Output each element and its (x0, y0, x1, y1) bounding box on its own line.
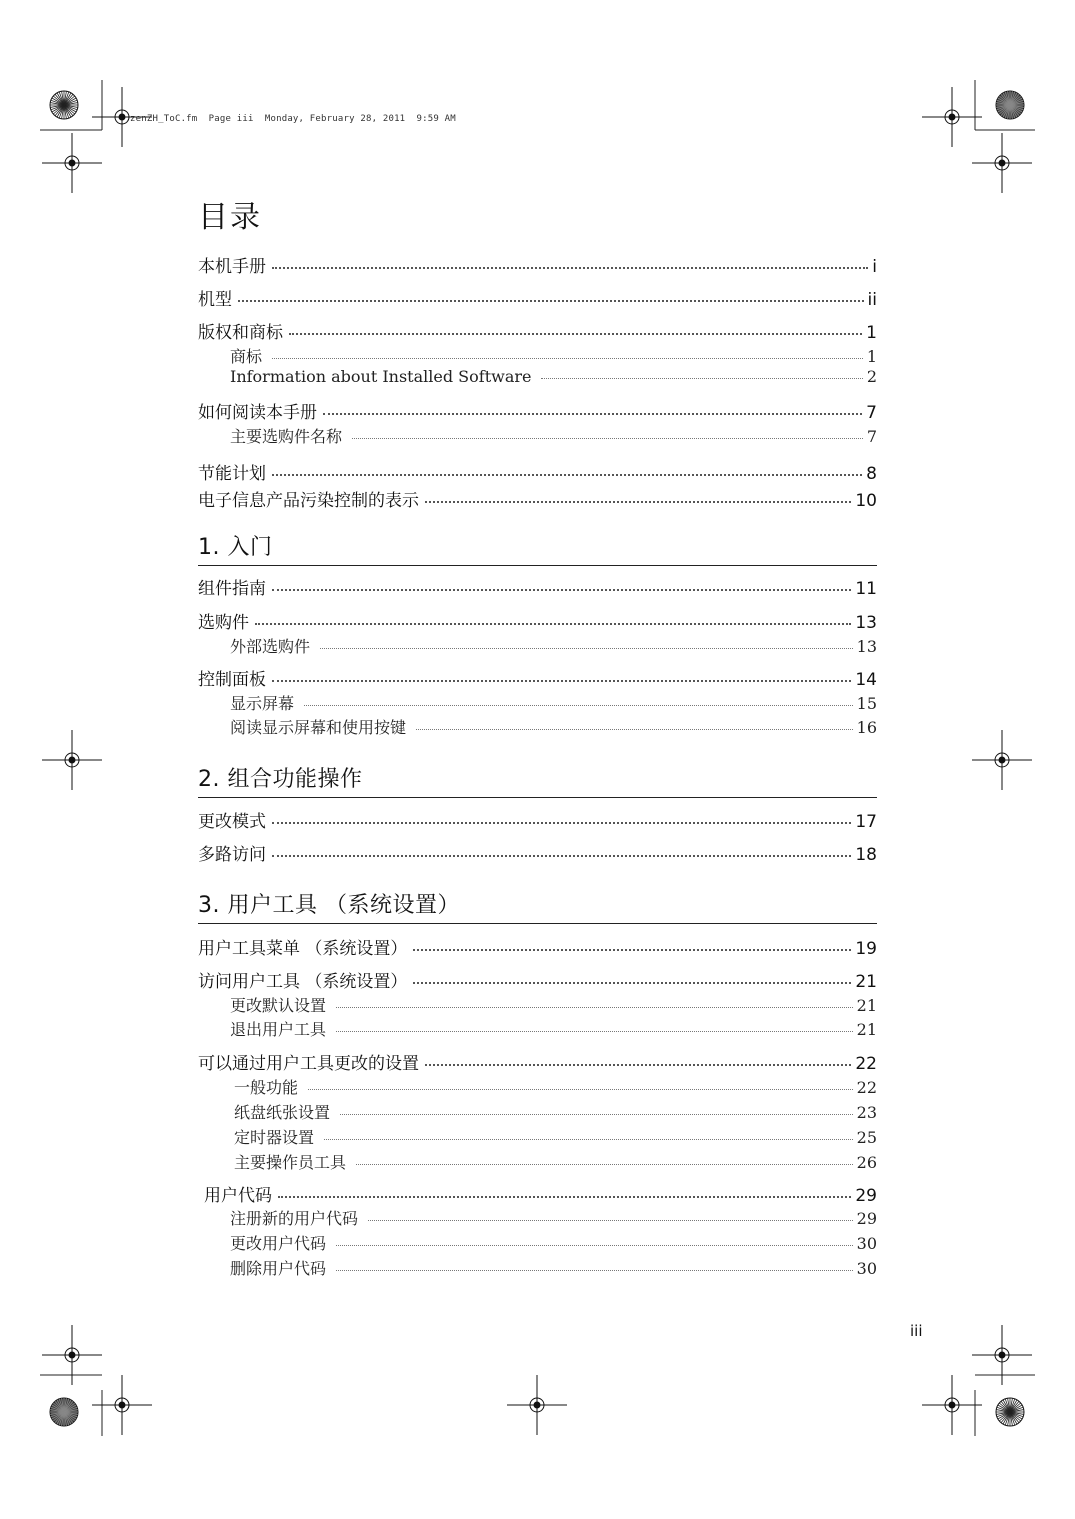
toc-entry[interactable]: 本机手册 i (198, 257, 877, 277)
toc-entry[interactable]: 控制面板 14 (198, 670, 877, 690)
toc-entry[interactable]: 用户代码 29 (204, 1186, 877, 1206)
registration-cross-icon (42, 730, 102, 790)
registration-cross-icon (922, 87, 982, 147)
toc-subentry[interactable]: 主要操作员工具 26 (234, 1153, 877, 1172)
registration-cross-icon (42, 133, 102, 193)
toc-entry[interactable]: 机型 ii (198, 290, 877, 310)
toc-entry[interactable]: 版权和商标 1 (198, 323, 877, 343)
toc-entry[interactable]: 选购件 13 (198, 613, 877, 633)
toc-entry[interactable]: 如何阅读本手册 7 (198, 403, 877, 423)
toc-entry[interactable]: 可以通过用户工具更改的设置 22 (198, 1054, 877, 1074)
registration-cross-icon (42, 1325, 102, 1385)
toc-subentry[interactable]: Information about Installed Software 2 (230, 367, 877, 386)
registration-star-icon (50, 1398, 78, 1426)
toc-entry[interactable]: 组件指南 11 (198, 579, 877, 599)
toc-subentry[interactable]: 注册新的用户代码 29 (230, 1209, 877, 1228)
toc-entry[interactable]: 节能计划 8 (198, 464, 877, 484)
toc-subentry[interactable]: 阅读显示屏幕和使用按键 16 (230, 718, 877, 737)
registration-cross-icon (507, 1375, 567, 1435)
toc-entry[interactable]: 访问用户工具 （系统设置） 21 (198, 972, 877, 992)
toc-subentry[interactable]: 主要选购件名称 7 (230, 427, 877, 446)
page-number: iii (910, 1322, 923, 1340)
registration-cross-icon (972, 133, 1032, 193)
toc-subentry[interactable]: 更改用户代码 30 (230, 1234, 877, 1253)
toc-subentry[interactable]: 定时器设置 25 (234, 1128, 877, 1147)
registration-cross-icon (922, 1375, 982, 1435)
registration-cross-icon (92, 1375, 152, 1435)
toc-entry[interactable]: 电子信息产品污染控制的表示 10 (198, 491, 877, 511)
toc-subentry[interactable]: 删除用户代码 30 (230, 1259, 877, 1278)
toc-entry[interactable]: 用户工具菜单 （系统设置） 19 (198, 939, 877, 959)
toc-subentry[interactable]: 显示屏幕 15 (230, 694, 877, 713)
registration-star-icon (996, 1398, 1024, 1426)
chapter-heading: 2. 组合功能操作 (198, 762, 877, 798)
file-slug: zenZH_ToC.fm Page iii Monday, February 28, 2011 9:59 AM (130, 114, 456, 124)
toc-subentry[interactable]: 纸盘纸张设置 23 (234, 1103, 877, 1122)
toc-subentry[interactable]: 外部选购件 13 (230, 637, 877, 656)
toc-subentry[interactable]: 商标 1 (230, 347, 877, 366)
chapter-heading: 1. 入门 (198, 530, 877, 566)
chapter-heading: 3. 用户工具 （系统设置） (198, 888, 877, 924)
toc-entry[interactable]: 多路访问 18 (198, 845, 877, 865)
registration-cross-icon (972, 1325, 1032, 1385)
registration-star-icon (996, 91, 1024, 119)
registration-star-icon (50, 91, 78, 119)
toc-subentry[interactable]: 退出用户工具 21 (230, 1020, 877, 1039)
toc-subentry[interactable]: 一般功能 22 (234, 1078, 877, 1097)
toc-subentry[interactable]: 更改默认设置 21 (230, 996, 877, 1015)
registration-cross-icon (972, 730, 1032, 790)
toc-entry[interactable]: 更改模式 17 (198, 812, 877, 832)
toc-title: 目录 (198, 200, 262, 235)
